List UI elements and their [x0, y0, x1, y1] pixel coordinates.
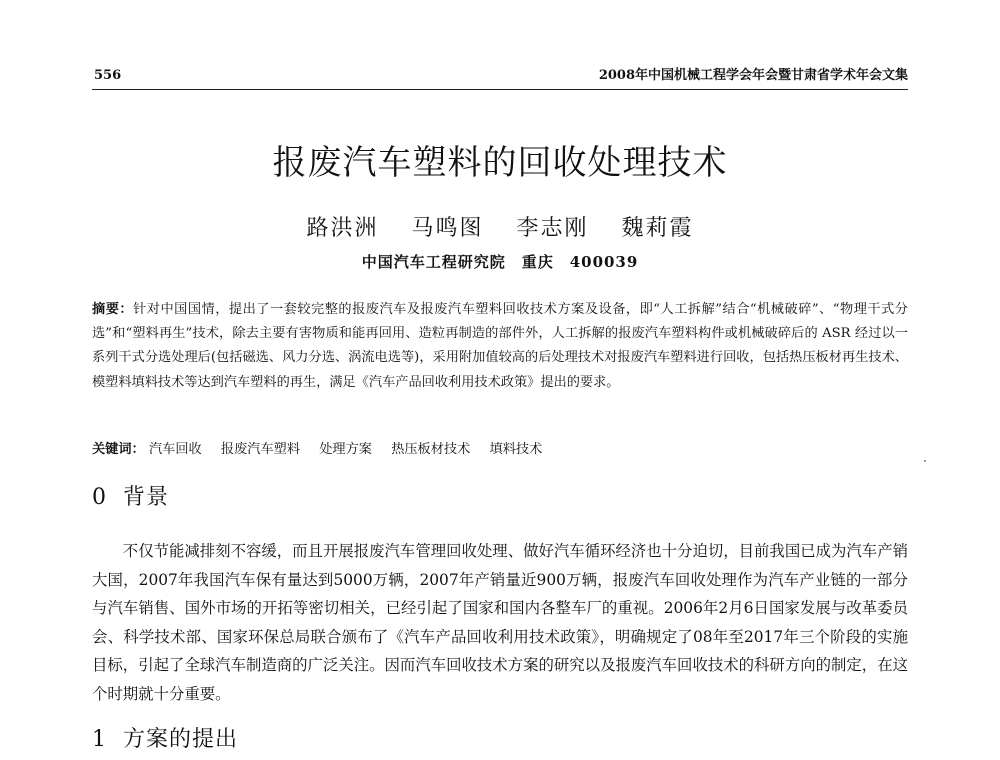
keyword: 报废汽车塑料: [220, 442, 301, 457]
keywords: [92, 438, 908, 462]
journal-title: 2008年中国机械工程学会年会暨甘肃省学术年会文集: [598, 68, 908, 83]
abstract-text: 针对中国国情，提出了一套较完整的报废汽车及报废汽车塑料回收技术方案及设备，即“人工拆解”结合“机械破碎”、“物理干式分选”和“塑料再生”技术，除去主要有害物质和能再回用、造粒再制造的部件外，人工拆解的报废汽车塑料构件或机械破碎后的 ASR 经过以一系列干式分选处理后(包括磁选、风力分选、涡流电选等)，采用附加值较高的后处理技术对报废汽车塑料进行回收，包括热压板材再生技术、模塑料填料技术等达到汽车塑料的再生，满足《汽车产品回收利用技术政策》提出的要求。: [92, 302, 908, 390]
keyword: 汽车回收: [148, 442, 202, 457]
article-title: 报废汽车塑料的回收处理技术: [272, 143, 728, 183]
paper-page: [92, 0, 908, 760]
running-header: [92, 66, 908, 86]
section-number: 1: [92, 727, 107, 752]
header-rule: [92, 89, 908, 90]
author-list: [92, 214, 908, 244]
author-name: 魏莉霞: [621, 216, 694, 241]
section-title: 方案的提出: [123, 727, 239, 752]
keyword: 处理方案: [319, 442, 372, 457]
scan-mark: [924, 460, 926, 462]
keywords-label: 关键词：: [92, 442, 145, 457]
section-heading-background: [92, 482, 908, 514]
section-title: 背景: [123, 485, 170, 510]
author-name: 李志刚: [516, 216, 589, 241]
keyword: 热压板材技术: [391, 442, 471, 457]
keyword: 填料技术: [489, 442, 543, 457]
section-heading-proposal: [92, 724, 908, 756]
abstract: [92, 298, 908, 395]
background-paragraph: 不仅节能减排刻不容缓，而且开展报废汽车管理回收处理、做好汽车循环经济也十分迫切，目前我国已成为汽车产销大国，2007年我国汽车保有量达到5000万辆，2007年产销量近900万辆，报废汽车回收处理作为汽车产业链的一部分与汽车销售、国外市场的开拓等密切相关，已经引起了国家和国内各整车厂的重视。2006年2月6日国家发展与改革委员会、科学技术部、国家环保总局联合颁布了《汽车产品回收利用技术政策》，明确规定了08年至2017年三个阶段的实施目标，引起了全球汽车制造商的广泛关注。因而汽车回收技术方案的研究以及报废汽车回收技术的科研方向的制定，在这个时期就十分重要。: [92, 542, 908, 703]
author-name: 马鸣图: [411, 216, 484, 241]
page-number: 556: [94, 68, 122, 83]
abstract-label: 摘要：: [92, 302, 134, 317]
section-number: 0: [92, 485, 107, 510]
affiliation: 中国汽车工程研究院 重庆 400039: [361, 253, 639, 271]
author-name: 路洪洲: [306, 216, 379, 241]
